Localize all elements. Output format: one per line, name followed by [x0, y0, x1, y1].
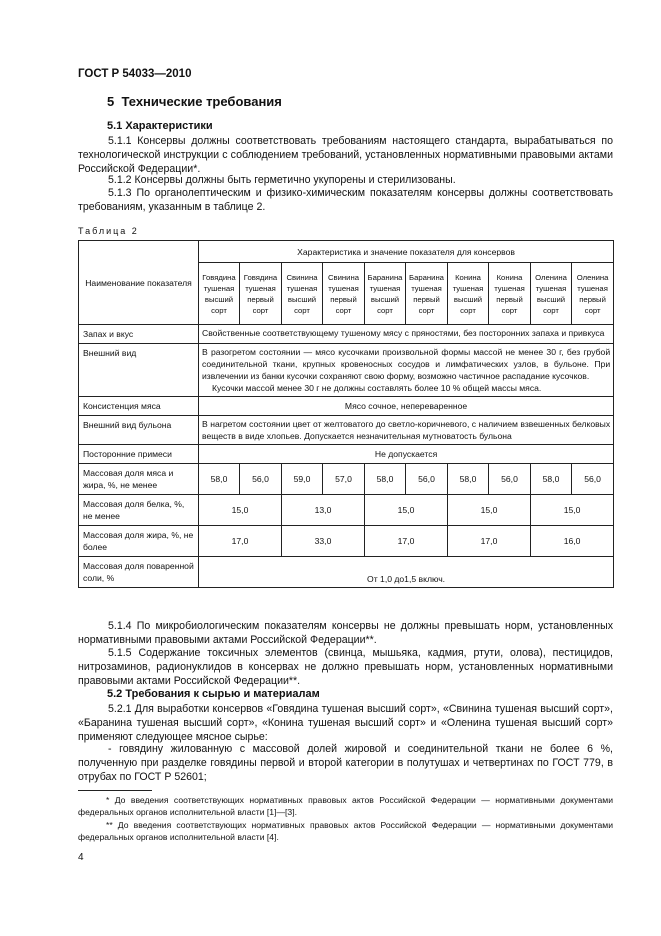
- section-number: 5: [107, 94, 115, 109]
- row-value-salt: От 1,0 до1,5 включ.: [199, 557, 614, 588]
- page-number: 4: [78, 852, 84, 863]
- table-cell: 15,0: [199, 495, 282, 526]
- table-cell: 33,0: [282, 526, 365, 557]
- table-cell: 58,0: [531, 464, 572, 495]
- footnote-1: [78, 794, 613, 818]
- paragraph-5-1-3-text: 5.1.3 По органолептическим и физико-химическим показателям консервы должны соответствовать требованиям, указанным в таблице 2.: [78, 187, 613, 213]
- table-row: [79, 325, 614, 344]
- row-value-impurities: Не допускается: [199, 445, 614, 464]
- paragraph-5-2-1: [78, 702, 613, 744]
- paragraph-5-1-4-text: 5.1.4 По микробиологическим показателям консервы не должны превышать норм, установленных нормативными правовыми актами Российской Федерации**.: [78, 620, 613, 646]
- table-row: [79, 445, 614, 464]
- table-column-header: Конина тушеная высший сорт: [448, 263, 489, 325]
- list-item-beef-text: - говядину жилованную с массовой долей жировой и соединительной ткани не более 6 %, полученную при разделке говядины первой и второй категории в полутушах и четвертинах по ГОСТ 779, в отрубах по ГОСТ Р 52601;: [78, 743, 613, 783]
- table-cell: 56,0: [240, 464, 282, 495]
- table-column-header: Свинина тушеная высший сорт: [282, 263, 323, 325]
- paragraph-5-1-3: [78, 186, 613, 214]
- paragraph-5-1-2-text: 5.1.2 Консервы должны быть герметично укупорены и стерилизованы.: [108, 174, 456, 186]
- table-cell: 58,0: [199, 464, 240, 495]
- paragraph-5-1-2: [78, 173, 613, 187]
- table-cell: 58,0: [365, 464, 406, 495]
- appearance-text: В разогретом состоянии — мясо кусочками произвольной формы массой не менее 30 г, без грубой соединительной ткани, крупных кровеносных сосудов и лимфатических узлов, в бульоне. При извлечении из банки кусочки сохраняют свою форму, возможно частичное распадание кусочков.: [202, 347, 611, 381]
- list-item-beef: [78, 742, 613, 784]
- row-name-salt: Массовая доля поваренной соли, %: [79, 557, 199, 588]
- table-row: [79, 397, 614, 416]
- paragraph-5-1-4: [78, 619, 613, 647]
- footnote-divider: [78, 790, 152, 791]
- footnote-1-text: * До введения соответствующих нормативных правовых актов Российской Федерации — нормативными документами федеральных органов исполнительной власти [1]—[3].: [78, 795, 613, 817]
- paragraph-5-1-1-text: 5.1.1 Консервы должны соответствовать требованиям настоящего стандарта, вырабатываться по технологической инструкции с соблюдением требований, установленных нормативными правовыми актами Российской Федерации*.: [78, 135, 613, 175]
- row-value-consistency: Мясо сочное, непереваренное: [199, 397, 614, 416]
- footnote-2: [78, 819, 613, 843]
- table-column-header: Баранина тушеная высший сорт: [365, 263, 406, 325]
- row-name-impurities: Посторонние примеси: [79, 445, 199, 464]
- table-caption: Таблица 2: [78, 226, 139, 236]
- table-2: [78, 240, 614, 588]
- table-row: [79, 526, 614, 557]
- table-cell: 13,0: [282, 495, 365, 526]
- table-cell: 15,0: [531, 495, 614, 526]
- appearance-text-2: Кусочки массой менее 30 г не должны составлять более 10 % общей массы мяса.: [212, 383, 542, 393]
- table-cell: 17,0: [448, 526, 531, 557]
- row-name-consistency: Консистенция мяса: [79, 397, 199, 416]
- table-cell: 57,0: [323, 464, 365, 495]
- row-name-smell: Запах и вкус: [79, 325, 199, 344]
- table-header-name: Наименование показателя: [79, 241, 199, 325]
- table-column-header: Свинина тушеная первый сорт: [323, 263, 365, 325]
- row-name-protein: Массовая доля белка, %, не менее: [79, 495, 199, 526]
- table-column-header: Баранина тушеная первый сорт: [406, 263, 448, 325]
- document-header: ГОСТ Р 54033—2010: [78, 68, 192, 80]
- table-header-group: Характеристика и значение показателя для консервов: [199, 241, 614, 263]
- paragraph-5-1-5-text: 5.1.5 Содержание токсичных элементов (свинца, мышьяка, кадмия, ртути, олова), пестицидов, нитрозаминов, радионуклидов в консервах не должно превышать норм, установленных нормативными правовыми актами Российской Федерации**.: [78, 647, 613, 687]
- table-column-header: Говядина тушеная высший сорт: [199, 263, 240, 325]
- subsection-heading-5-1: 5.1 Характеристики: [107, 120, 213, 132]
- row-name-appearance: Внешний вид: [79, 344, 199, 397]
- subsection-heading-5-2: 5.2 Требования к сырью и материалам: [107, 688, 320, 700]
- table-cell: 15,0: [448, 495, 531, 526]
- footnote-2-text: ** До введения соответствующих нормативных правовых актов Российской Федерации — нормативными документами федеральных органов исполнительной власти [4].: [78, 820, 613, 842]
- table-row: [79, 557, 614, 588]
- row-name-meat-fat: Массовая доля мяса и жира, %, не менее: [79, 464, 199, 495]
- table-cell: 16,0: [531, 526, 614, 557]
- row-value-appearance: [199, 344, 614, 397]
- paragraph-5-2-1-text: 5.2.1 Для выработки консервов «Говядина тушеная высший сорт», «Свинина тушеная высший сорт», «Баранина тушеная высший сорт», «Конина тушеная высший сорт» и «Оленина тушеная высший сорт» применяют следующее мясное сырье:: [78, 703, 613, 743]
- table-cell: 56,0: [572, 464, 614, 495]
- row-value-smell: Свойственные соответствующему тушеному мясу с пряностями, без посторонних запаха и привкуса: [199, 325, 614, 344]
- table-cell: 17,0: [199, 526, 282, 557]
- table-column-header: Оленина тушеная первый сорт: [572, 263, 614, 325]
- row-name-fat: Массовая доля жира, %, не более: [79, 526, 199, 557]
- paragraph-5-1-5: [78, 646, 613, 688]
- table-cell: 15,0: [365, 495, 448, 526]
- table-column-header: Оленина тушеная высший сорт: [531, 263, 572, 325]
- row-name-broth: Внешний вид бульона: [79, 416, 199, 445]
- table-cell: 56,0: [406, 464, 448, 495]
- section-title: [107, 94, 282, 109]
- table-row: [79, 344, 614, 397]
- table-cell: 58,0: [448, 464, 489, 495]
- row-value-broth: В нагретом состоянии цвет от желтоватого до светло-коричневого, с наличием взвешенных белковых веществ в виде хлопьев. Допускается незначительная мутноватость бульона: [199, 416, 614, 445]
- table-row: [79, 464, 614, 495]
- paragraph-5-1-1: [78, 134, 613, 176]
- table-cell: 17,0: [365, 526, 448, 557]
- table-row: [79, 416, 614, 445]
- table-column-header: Конина тушеная первый сорт: [489, 263, 531, 325]
- table-cell: 56,0: [489, 464, 531, 495]
- table-row: [79, 495, 614, 526]
- table-column-header: Говядина тушеная первый сорт: [240, 263, 282, 325]
- table-cell: 59,0: [282, 464, 323, 495]
- section-title-text: Технические требования: [121, 94, 282, 109]
